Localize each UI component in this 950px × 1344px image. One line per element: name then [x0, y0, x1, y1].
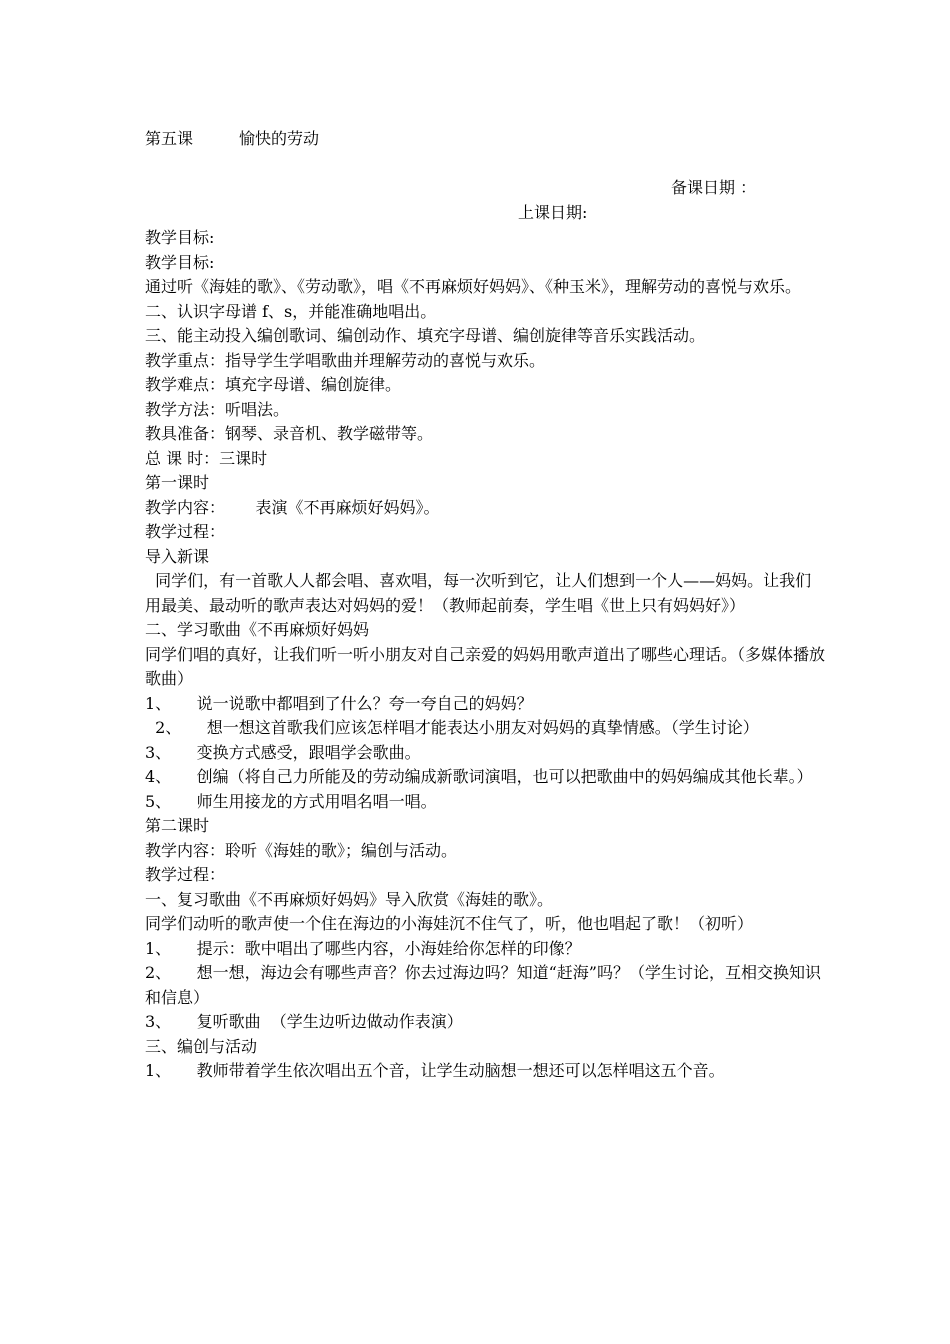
lesson-body — [145, 226, 825, 1084]
paragraph: 教学过程： — [145, 865, 226, 884]
paragraph: 4、 创编（将自己力所能及的劳动编成新歌词演唱，也可以把歌曲中的妈妈编成其他长辈。） — [145, 767, 813, 786]
paragraph: 同学们，有一首歌人人都会唱、喜欢唱，每一次听到它，让人们想到一个人——妈妈。让我们用最美、最动听的歌声表达对妈妈的爱！（教师起前奏，学生唱《世上只有妈妈好》） — [145, 571, 812, 615]
paragraph: 教学内容： 表演《不再麻烦好妈妈》。 — [145, 497, 440, 517]
paragraph: 教学方法：听唱法。 — [145, 399, 290, 419]
paragraph: 5、 师生用接龙的方式用唱名唱一唱。 — [145, 791, 437, 811]
paragraph: 1、 教师带着学生依次唱出五个音，让学生动脑想一想还可以怎样唱这五个音。 — [145, 1061, 725, 1080]
paragraph: 教学目标: — [145, 252, 215, 272]
lesson-title — [145, 128, 319, 150]
paragraph: 第一课时 — [145, 473, 210, 492]
paragraph: 同学们唱的真好，让我们听一听小朋友对自己亲爱的妈妈用歌声道出了哪些心理话。（多媒体播放歌曲） — [145, 644, 826, 688]
paragraph: 导入新课 — [145, 546, 210, 566]
paragraph: 3、 变换方式感受，跟唱学会歌曲。 — [145, 742, 421, 762]
prep-date-label: 备课日期 ： — [671, 178, 757, 197]
lesson-name: 愉快的劳动 — [239, 129, 320, 148]
paragraph: 教学难点：填充字母谱、编创旋律。 — [145, 375, 402, 394]
paragraph: 教学内容：聆听《海娃的歌》；编创与活动。 — [145, 840, 458, 860]
paragraph: 同学们动听的歌声使一个住在海边的小海娃沉不住气了，听，他也唱起了歌！（初听） — [145, 914, 754, 933]
lesson-number: 第五课 — [145, 129, 194, 148]
paragraph: 三、能主动投入编创歌词、编创动作、填充字母谱、编创旋律等音乐实践活动。 — [145, 326, 706, 345]
paragraph: 教学重点：指导学生学唱歌曲并理解劳动的喜悦与欢乐。 — [145, 350, 546, 370]
paragraph: 一、复习歌曲《不再麻烦好妈妈》导入欣赏《海娃的歌》。 — [145, 889, 554, 909]
paragraph: 教具准备：钢琴、录音机、教学磁带等。 — [145, 424, 434, 443]
paragraph: 1、 提示：歌中唱出了哪些内容，小海娃给你怎样的印像？ — [145, 938, 581, 958]
class-date-label: 上课日期: — [518, 203, 588, 222]
paragraph: 1、 说一说歌中都唱到了什么？夸一夸自己的妈妈？ — [145, 693, 533, 713]
paragraph: 教学过程： — [145, 522, 226, 541]
paragraph: 第二课时 — [145, 816, 210, 835]
paragraph: 3、 复听歌曲 （学生边听边做动作表演） — [145, 1012, 463, 1031]
paragraph: 教学目标: — [145, 228, 215, 247]
paragraph: 2、 想一想，海边会有哪些声音？你去过海边吗？知道“赶海”吗？（学生讨论，互相交换知识和信息） — [145, 963, 821, 1007]
paragraph: 通过听《海娃的歌》、《劳动歌》，唱《不再麻烦好妈妈》、《种玉米》，理解劳动的喜悦与欢乐。 — [145, 277, 802, 296]
paragraph: 二、认识字母谱 f、s，并能准确地唱出。 — [145, 301, 437, 321]
paragraph: 二、学习歌曲《不再麻烦好妈妈 — [145, 620, 370, 639]
paragraph: 三、编创与活动 — [145, 1036, 258, 1056]
paragraph: 总 课 时：三课时 — [145, 448, 268, 468]
paragraph: 2、 想一想这首歌我们应该怎样唱才能表达小朋友对妈妈的真挚情感。（学生讨论） — [145, 718, 759, 737]
